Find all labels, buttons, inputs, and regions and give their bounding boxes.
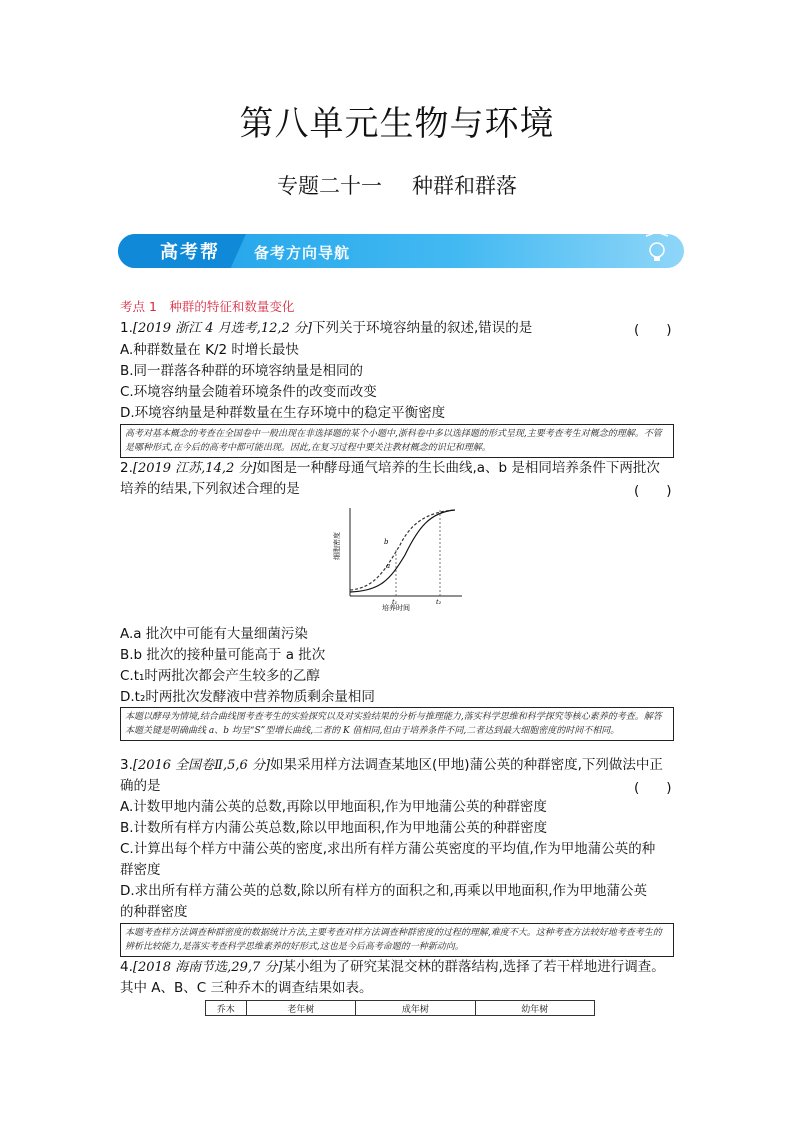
q3-source: [2016 全国卷Ⅱ,5,6 分] [132,758,271,773]
curve-b [350,510,455,590]
table-header-cell: 成年树 [356,1001,475,1016]
q1-option-c: C.环境容纳量会随着环境条件的改变而改变 [120,384,377,400]
table-header-cell: 乔木 [206,1001,247,1016]
q1-number: 1. [120,320,133,336]
q4-stem-line1 [120,957,665,978]
q3-stem-line1 [120,755,663,776]
curve-b-label: b [384,538,389,546]
q1-option-a: A.种群数量在 K/2 时增长最快 [120,342,299,358]
q1-option-b: B.同一群落各种群的环境容纳量是相同的 [120,363,364,379]
bulb-icon [644,232,670,272]
q4-table [205,1000,595,1016]
table-header-row [206,1001,595,1016]
q1-stem-text: 下列关于环境容纳量的叙述,错误的是 [312,320,533,336]
q3-stem-text: 如果采用样方法调查某地区(甲地)蒲公英的种群密度,下列做法中正 [270,757,663,773]
q3-option-d-line2: 的种群密度 [120,904,188,920]
q1-option-d: D.环境容纳量是种群数量在生存环境中的稳定平衡密度 [120,405,446,421]
q3-stem-line2: 确的是 [120,778,161,794]
q2-stem-line1 [120,458,660,479]
q2-stem-text: 如图是一种酵母通气培养的生长曲线,a、b 是相同培养条件下两批次 [256,460,660,476]
table-header-cell: 幼年树 [475,1001,594,1016]
q2-source: [2019 江苏,14,2 分] [132,461,257,476]
q4-number: 4. [120,959,133,975]
q3-number: 3. [120,757,133,773]
growth-curve-figure [330,500,470,620]
topic-name: 种群和群落 [412,174,517,198]
q3-option-c-line1: C.计算出每个样方中蒲公英的密度,求出所有样方蒲公英密度的平均值,作为甲地蒲公英的种 [120,841,656,857]
banner-sub-label: 备考方向导航 [254,244,351,262]
q2-option-c: C.t₁时两批次都会产生较多的乙醇 [120,668,320,684]
q1-source: [2019 浙江 4 月选考,12,2 分] [132,321,312,336]
q3-answer-paren: ( ) [634,780,672,796]
q3-note: 本题考查样方法调查种群密度的数据统计方法,主要考查对样方法调查种群密度的过程的理解,难度不大。这种考查方法较好地考查考生的辨析比较能力,是落实考查科学思维素养的好形式,这也是今后高考命题的一种新动向。 [120,923,674,957]
curve-a-label: a [386,562,391,570]
q2-answer-paren: ( ) [634,483,672,499]
banner-answer-label: 答案 · P [692,253,721,262]
topic-title [0,170,794,200]
q2-option-d: D.t₂时两批次发酵液中营养物质剩余量相同 [120,689,375,705]
q1-answer-paren: ( ) [634,322,672,338]
unit-title: 第八单元生物与环境 [239,104,555,144]
q2-number: 2. [120,460,133,476]
q1-note: 高考对基本概念的考查在全国卷中一般出现在非选择题的某个小题中,浙科卷中多以选择题的形式呈现,主要考查考生对概念的理解。不管是哪种形式,在今后的高考中都可能出现。因此,在复习过程中要关注教材概念的识记和理解。 [120,424,674,458]
section-heading: 考点 1 种群的特征和数量变化 [120,299,295,314]
q3-option-b: B.计数所有样方内蒲公英总数,除以甲地面积,作为甲地蒲公英的种群密度 [120,820,548,836]
q4-source: [2018 海南节选,29,7 分] [132,960,283,975]
q2-option-a: A.a 批次中可能有大量细菌污染 [120,626,308,642]
q4-stem-text: 某小组为了研究某混交林的群落结构,选择了若干样地进行调查。 [282,959,665,975]
banner-main-label: 高考帮 [160,242,220,263]
curve-a [350,510,455,592]
t1-label: t₁ [392,598,398,606]
q2-option-b: B.b 批次的接种量可能高于 a 批次 [120,647,326,663]
q2-note: 本题以酵母为情境,结合曲线图考查考生的实验探究以及对实验结果的分析与推理能力,落实科学思维和科学探究等核心素养的考查。解答本题关键是明确曲线 a、b 均呈“S”型增长曲线,二者的 K 值相同,但由于培养条件不同,二者达到最大细胞密度的时间不相同。 [120,707,674,741]
q1-stem [120,318,532,339]
q4-stem-line2: 其中 A、B、C 三种乔木的调查结果如表。 [120,980,373,996]
q3-option-c-line2: 群密度 [120,862,161,878]
q3-option-a: A.计数甲地内蒲公英的总数,再除以甲地面积,作为甲地蒲公英的种群密度 [120,799,547,815]
t2-label: t₂ [436,598,442,606]
y-axis-label: 细胞密度 [333,532,341,560]
topic-number: 专题二十一 [277,174,382,198]
table-header-cell: 老年树 [246,1001,356,1016]
q3-option-d-line1: D.求出所有样方蒲公英的总数,除以所有样方的面积之和,再乘以甲地面积,作为甲地蒲公英 [120,883,648,899]
q2-stem-line2: 培养的结果,下列叙述合理的是 [120,481,300,497]
x-axis-label: 培养时间 [382,604,410,612]
